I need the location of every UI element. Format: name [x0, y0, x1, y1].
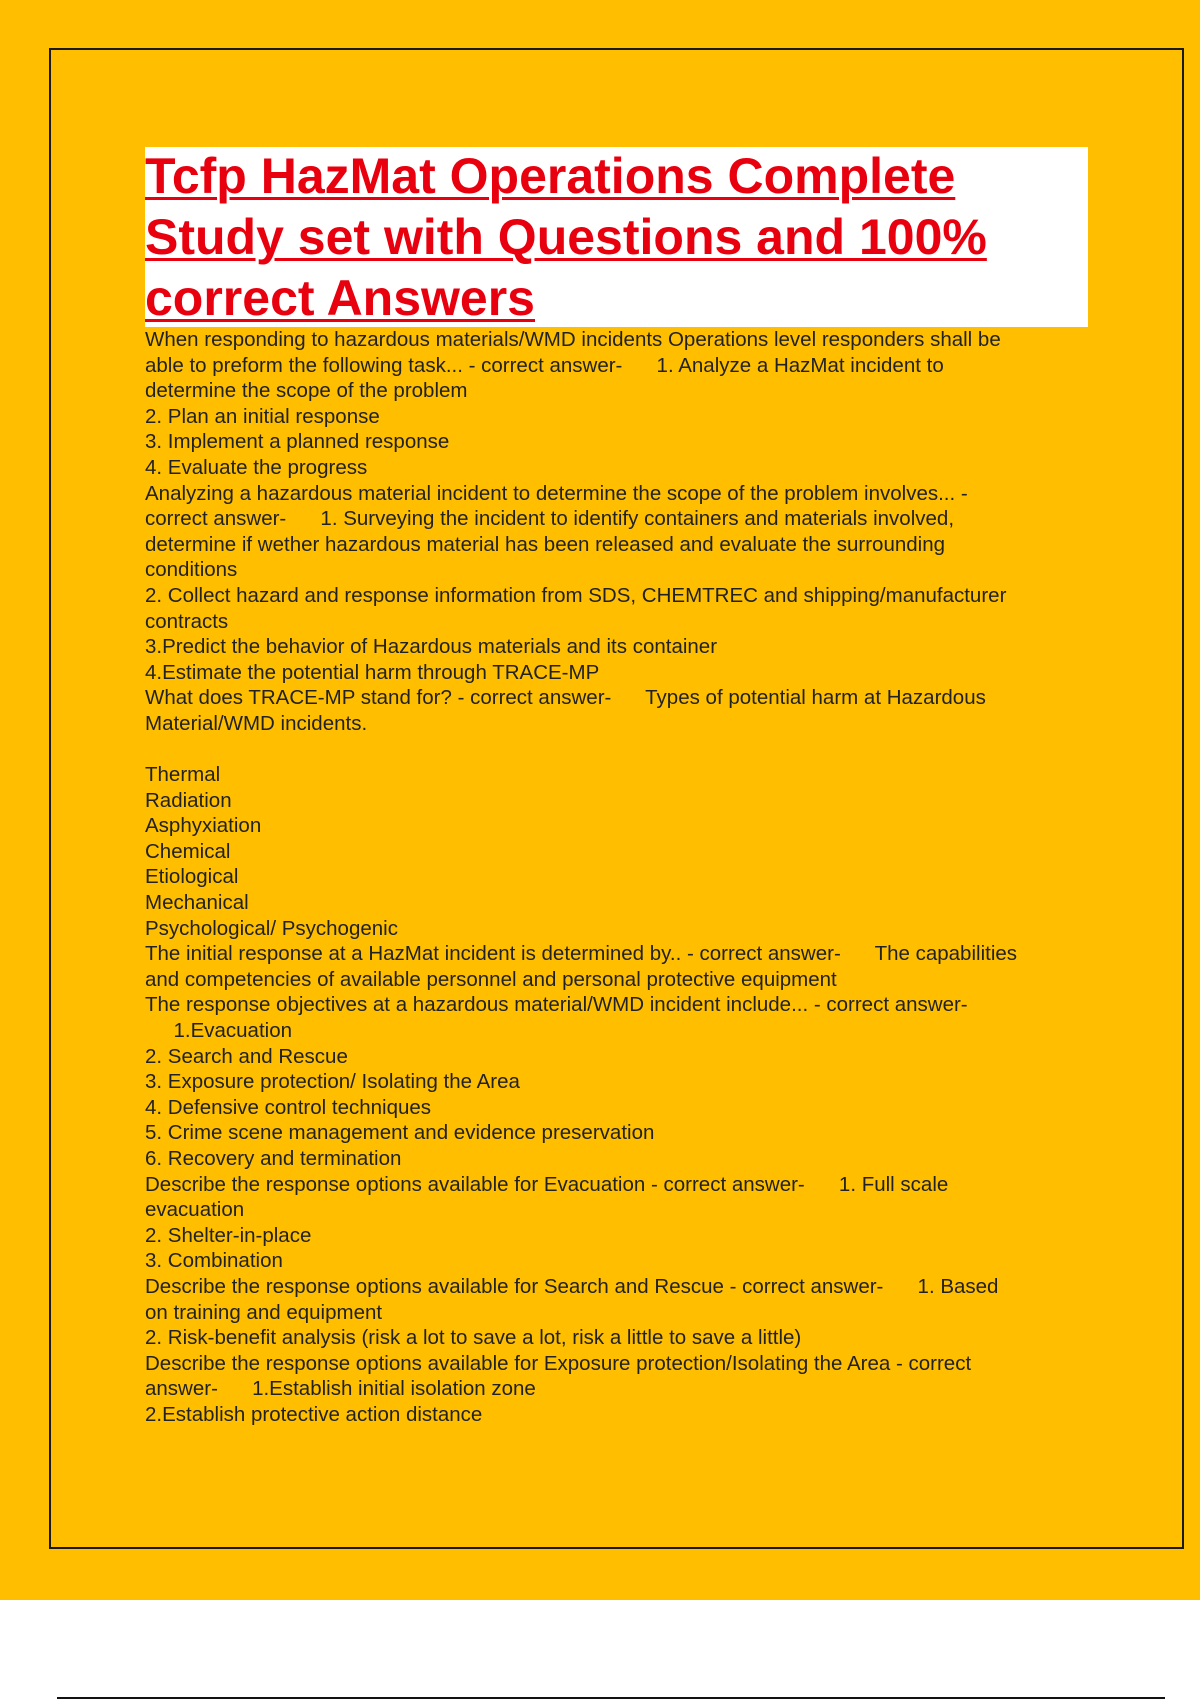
body-line — [145, 737, 1085, 763]
body-line: 2. Risk-benefit analysis (risk a lot to save a lot, risk a little to save a little) — [145, 1326, 802, 1350]
body-line: Thermal — [145, 763, 221, 787]
document-title — [145, 146, 1095, 329]
body-line: 2. Search and Rescue — [145, 1044, 348, 1068]
body-line: 2. Plan an initial response — [145, 404, 380, 428]
body-line: 5. Crime scene management and evidence preservation — [145, 1121, 655, 1145]
body-line: 4.Estimate the potential harm through TRACE-MP — [145, 660, 600, 684]
body-line: 1.Evacuation — [145, 1019, 293, 1043]
body-line: When responding to hazardous materials/WMD incidents Operations level responders shall be — [145, 328, 1001, 351]
body-line: correct answer- 1. Surveying the incident to identify containers and materials involved, — [145, 507, 955, 531]
body-line: determine if wether hazardous material has been released and evaluate the surrounding — [145, 532, 946, 556]
body-line: The response objectives at a hazardous material/WMD incident include... - correct answer- — [145, 993, 968, 1017]
body-line: What does TRACE-MP stand for? - correct answer- Types of potential harm at Hazardous — [145, 686, 986, 710]
body-line: 3.Predict the behavior of Hazardous materials and its container — [145, 635, 718, 659]
body-line: conditions — [145, 558, 238, 582]
title-line: Tcfp HazMat Operations Complete — [145, 148, 956, 204]
body-line: 3. Combination — [145, 1249, 283, 1273]
body-line: answer- 1.Establish initial isolation zone — [145, 1377, 536, 1401]
body-line: Describe the response options available for Exposure protection/Isolating the Area - correct — [145, 1351, 972, 1375]
title-line: Study set with Questions and 100% — [145, 209, 987, 265]
body-line: Describe the response options available for Evacuation - correct answer- 1. Full scale — [145, 1172, 949, 1196]
body-line: Asphyxiation — [145, 814, 262, 838]
body-line: and competencies of available personnel and personal protective equipment — [145, 967, 837, 991]
body-line: Etiological — [145, 865, 239, 889]
footer-divider — [57, 1697, 1165, 1699]
body-line: 2.Establish protective action distance — [145, 1402, 483, 1426]
body-line: Chemical — [145, 839, 231, 863]
body-line: able to preform the following task... - correct answer- 1. Analyze a HazMat incident to — [145, 353, 944, 377]
body-line: Radiation — [145, 788, 232, 812]
title-line: correct Answers — [145, 270, 535, 326]
body-line: 2. Collect hazard and response information from SDS, CHEMTREC and shipping/manufacturer — [145, 583, 1007, 607]
body-line: Mechanical — [145, 891, 249, 915]
body-line: 3. Exposure protection/ Isolating the Area — [145, 1070, 520, 1094]
body-line: determine the scope of the problem — [145, 379, 468, 403]
body-line: 4. Evaluate the progress — [145, 455, 368, 479]
document-body — [145, 327, 1085, 1428]
body-line: 3. Implement a planned response — [145, 430, 450, 454]
body-line: evacuation — [145, 1198, 245, 1222]
body-line: The initial response at a HazMat incident is determined by.. - correct answer- The capabilities — [145, 942, 1018, 966]
body-line: 2. Shelter-in-place — [145, 1223, 312, 1247]
body-line: Psychological/ Psychogenic — [145, 916, 398, 940]
body-line: Analyzing a hazardous material incident to determine the scope of the problem involves... - — [145, 481, 968, 505]
body-line: on training and equipment — [145, 1300, 383, 1324]
body-line: contracts — [145, 609, 229, 633]
body-line: 6. Recovery and termination — [145, 1147, 402, 1170]
body-line: Material/WMD incidents. — [145, 711, 368, 735]
body-line: 4. Defensive control techniques — [145, 1095, 432, 1119]
body-line: Describe the response options available for Search and Rescue - correct answer- 1. Based — [145, 1274, 999, 1298]
